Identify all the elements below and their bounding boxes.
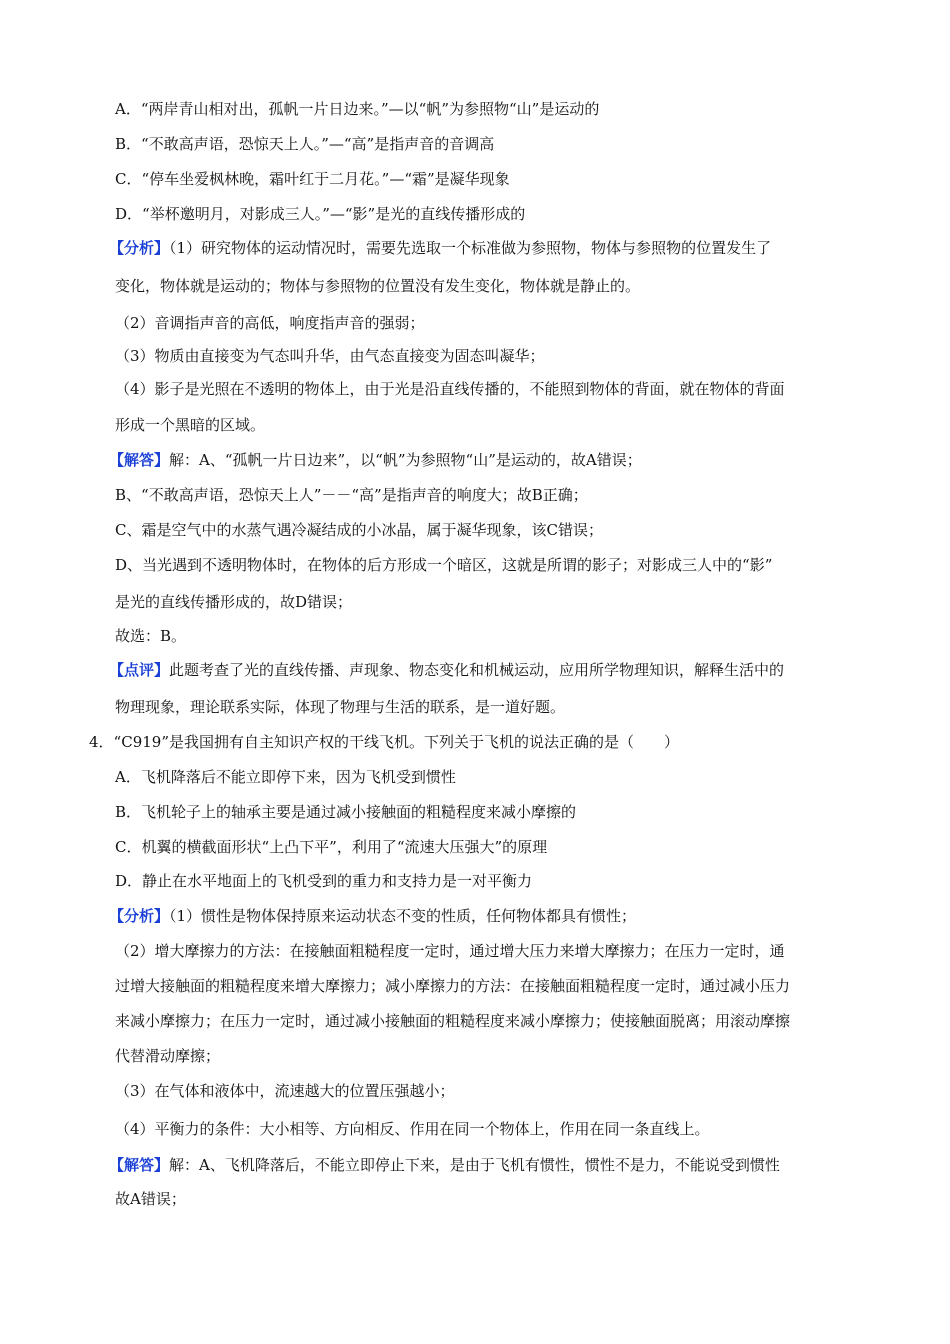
q3-analysis-tag: 【分析】 [109, 239, 170, 257]
q4-option-c: C．机翼的横截面形状“上凸下平”，利用了“流速大压强大”的原理 [115, 838, 548, 856]
q3-answer-line-5: 是光的直线传播形成的，故D错误； [115, 593, 353, 611]
q3-option-d: D．“举杯邀明月，对影成三人。”—“影”是光的直线传播形成的 [115, 205, 526, 223]
q4-answer-line-2: 故A错误； [115, 1190, 186, 1208]
q3-analysis-line-1 [109, 238, 771, 258]
q3-comment-line-1 [109, 660, 784, 680]
q4-analysis-line-3: 过增大接触面的粗糙程度来增大摩擦力；减小摩擦力的方法：在接触面粗糙程度一定时，通过减小压力 [115, 977, 791, 995]
q4-option-d: D．静止在水平地面上的飞机受到的重力和支持力是一对平衡力 [115, 872, 533, 890]
q4-analysis-line-2: （2）增大摩擦力的方法：在接触面粗糙程度一定时，通过增大压力来增大摩擦力；在压力一定时，通 [115, 942, 785, 960]
q3-comment-line-2: 物理现象，理论联系实际，体现了物理与生活的联系，是一道好题。 [115, 698, 566, 716]
q3-analysis-text: （1）研究物体的运动情况时，需要先选取一个标准做为参照物，物体与参照物的位置发生了 [169, 239, 772, 257]
q3-analysis-line-3: （2）音调指声音的高低，响度指声音的强弱； [115, 314, 425, 332]
q3-analysis-line-6: 形成一个黑暗的区域。 [115, 416, 266, 434]
q3-answer-line-3: C、霜是空气中的水蒸气遇冷凝结成的小冰晶，属于凝华现象，该C错误； [115, 521, 603, 539]
q4-answer-line-1 [109, 1155, 780, 1175]
q4-option-a: A．飞机降落后不能立即停下来，因为飞机受到惯性 [115, 768, 456, 786]
q3-answer-text: 解：A、“孤帆一片日边来”，以“帆”为参照物“山”是运动的，故A错误； [169, 451, 642, 469]
q4-analysis-tag: 【分析】 [109, 907, 170, 925]
q3-analysis-line-5: （4）影子是光照在不透明的物体上，由于光是沿直线传播的，不能照到物体的背面，就在物体的背面 [115, 380, 785, 398]
q3-answer-line-6: 故选：B。 [115, 627, 187, 645]
q3-analysis-line-2: 变化，物体就是运动的；物体与参照物的位置没有发生变化，物体就是静止的。 [115, 277, 641, 295]
q3-answer-line-4: D、当光遇到不透明物体时，在物体的后方形成一个暗区，这就是所谓的影子；对影成三人中的“影” [115, 556, 773, 574]
q3-answer-tag: 【解答】 [109, 451, 170, 469]
q4-option-b: B．飞机轮子上的轴承主要是通过减小接触面的粗糙程度来减小摩擦的 [115, 803, 577, 821]
q4-analysis-text: （1）惯性是物体保持原来运动状态不变的性质，任何物体都具有惯性； [169, 907, 637, 925]
q4-stem: 4．“C919”是我国拥有自主知识产权的干线飞机。下列关于飞机的说法正确的是（ ） [89, 733, 679, 751]
q3-answer-line-2: B、“不敢高声语，恐惊天上人”－－“高”是指声音的响度大；故B正确； [115, 486, 588, 504]
q3-comment-text: 此题考查了光的直线传播、声现象、物态变化和机械运动，应用所学物理知识，解释生活中的 [169, 661, 785, 679]
q3-analysis-line-4: （3）物质由直接变为气态叫升华，由气态直接变为固态叫凝华； [115, 347, 545, 365]
q3-option-a: A．“两岸青山相对出，孤帆一片日边来。”—以“帆”为参照物“山”是运动的 [115, 100, 600, 118]
q4-answer-tag: 【解答】 [109, 1156, 170, 1174]
q4-analysis-line-5: 代替滑动摩擦； [115, 1047, 221, 1065]
q3-option-c: C．“停车坐爱枫林晚，霜叶红于二月花。”—“霜”是凝华现象 [115, 170, 510, 188]
q4-analysis-line-1 [109, 906, 636, 926]
q3-comment-tag: 【点评】 [109, 661, 170, 679]
q4-analysis-line-4: 来减小摩擦力；在压力一定时，通过减小接触面的粗糙程度来减小摩擦力；使接触面脱离；用滚动摩擦 [115, 1012, 791, 1030]
q3-option-b: B．“不敢高声语，恐惊天上人。”—“高”是指声音的音调高 [115, 135, 495, 153]
q4-analysis-line-7: （4）平衡力的条件：大小相等、方向相反、作用在同一个物体上，作用在同一条直线上。 [115, 1120, 710, 1138]
q3-answer-line-1 [109, 450, 642, 470]
q4-answer-text: 解：A、飞机降落后，不能立即停止下来，是由于飞机有惯性，惯性不是力，不能说受到惯性 [169, 1156, 780, 1174]
q4-analysis-line-6: （3）在气体和液体中，流速越大的位置压强越小； [115, 1082, 455, 1100]
